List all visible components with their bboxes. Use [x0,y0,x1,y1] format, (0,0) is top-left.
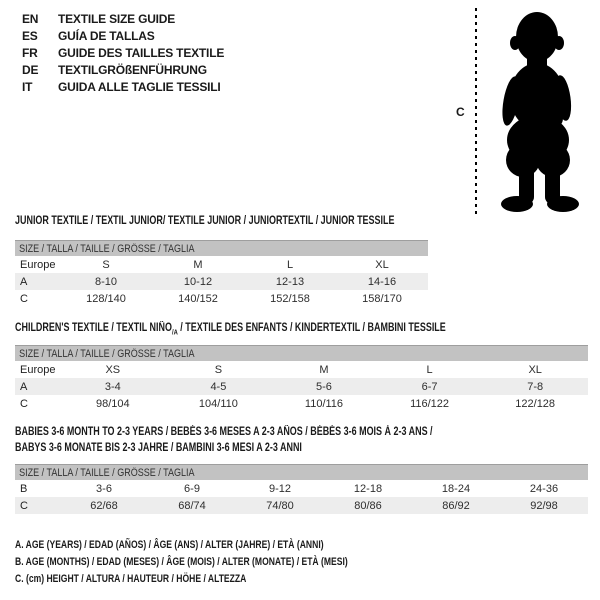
title-segment: BABYS 3-6 MONATE BIS 2-3 JAHRE / BAMBINI 3-6 MESI A 2-3 ANNI [15,442,302,454]
legend-text: B. AGE (MONTHS) / EDAD (MESES) / ÂGE (MOIS) / ALTER (MONATE) / ETÀ (MESI) [15,556,348,568]
section-title-line [15,320,567,336]
language-label: GUIDA ALLE TAGLIE TESSILI [58,80,221,94]
baby-silhouette-icon [487,8,587,213]
language-code: EN [22,12,39,26]
size-table-row [15,361,588,378]
language-row [22,62,224,79]
size-header-label: SIZE / TALLA / TAILLE / GRÖSSE / TAGLIA [19,242,195,255]
size-cell: L [286,258,294,271]
language-code: DE [22,63,39,77]
language-label: TEXTILE SIZE GUIDE [58,12,176,26]
language-code: ES [22,29,38,43]
measurement-legend [15,537,442,588]
language-row [22,11,224,28]
size-cell: 9-12 [268,482,292,495]
height-measure-line [475,8,477,214]
size-cell: 8-10 [94,275,118,288]
section-title-text [15,320,446,340]
size-cell: 4-5 [210,380,227,393]
title-segment: CHILDREN'S TEXTILE / TEXTIL NIÑO [15,322,172,334]
size-cell: S [214,363,223,376]
language-row [22,45,224,62]
size-cell: 6-7 [421,380,438,393]
section-title-text [15,213,394,229]
title-segment: / TEXTILE DES ENFANTS / KINDERTEXTIL / BAMBINI TESSILE [177,322,446,334]
section-title-children [15,320,567,336]
size-cell: 140/152 [178,292,218,305]
size-cell: 24-36 [529,482,559,495]
size-cell: 110/116 [304,397,344,410]
size-cell: 152/158 [270,292,310,305]
size-cell: M [193,258,203,271]
size-cell: 68/74 [178,499,206,512]
size-cell: 3-6 [96,482,112,495]
language-label: GUÍA DE TALLAS [58,29,155,43]
size-cell: 10-12 [183,275,213,288]
section-title-line [15,213,501,229]
size-table-row [15,497,588,514]
size-cell: 62/68 [90,499,118,512]
size-table-row [15,480,588,497]
legend-text: A. AGE (YEARS) / EDAD (AÑOS) / ÂGE (ANS) / ALTER (JAHRE) / ETÀ (ANNI) [15,539,324,551]
size-table-children [15,345,588,412]
size-table-row [15,256,428,273]
language-row [22,79,224,96]
section-title-line [15,424,550,440]
size-table-row [15,378,588,395]
size-cell: 74/80 [266,499,294,512]
size-table-row [15,395,588,412]
size-cell: 86/92 [442,499,470,512]
size-cell: XS [105,363,121,376]
size-table-row [15,273,428,290]
title-segment: BABIES 3-6 MONTH TO 2-3 YEARS / BEBÉS 3-6 MESES A 2-3 AÑOS / BÉBÉS 3-6 MOIS À 2-3 ANS / [15,426,433,438]
size-cell: 5-6 [316,380,332,393]
title-segment: /A [171,327,178,337]
size-cell: 6-9 [184,482,200,495]
row-label: C [20,499,28,512]
section-title-junior [15,213,501,229]
size-cell: 98/104 [95,397,130,410]
language-code: IT [22,80,33,94]
size-table-header-row [15,464,588,480]
section-title-text [15,424,433,440]
size-cell: 12-13 [275,275,305,288]
size-cell: 104/110 [198,397,238,410]
size-cell: M [319,363,329,376]
title-segment: JUNIOR TEXTILE / TEXTIL JUNIOR/ TEXTILE JUNIOR / JUNIORTEXTIL / JUNIOR TESSILE [15,215,395,227]
height-measure-label: C [456,105,465,119]
row-label: A [20,275,28,288]
size-cell: XL [375,258,389,271]
size-table-header-row [15,240,428,256]
size-table-row [15,290,428,307]
size-table-header-row [15,345,588,361]
row-label: Europe [20,363,56,376]
section-title-line [15,440,550,456]
size-cell: 12-18 [353,482,383,495]
size-cell: 122/128 [515,397,556,410]
size-header-label: SIZE / TALLA / TAILLE / GRÖSSE / TAGLIA [19,466,195,479]
size-cell: 7-8 [527,380,544,393]
row-label: B [20,482,28,495]
language-label: GUIDE DES TAILLES TEXTILE [58,46,225,60]
size-cell: L [426,363,433,376]
row-label: C [20,292,28,305]
legend-line [15,537,442,554]
section-title-babies [15,424,550,456]
size-cell: 80/86 [354,499,382,512]
language-list [22,11,224,96]
size-cell: XL [528,363,542,376]
legend-text: C. (cm) HEIGHT / ALTURA / HAUTEUR / HÖHE / ALTEZZA [15,573,247,585]
size-cell: 18-24 [441,482,471,495]
section-title-text [15,440,302,456]
row-label: C [20,397,28,410]
legend-line [15,571,442,588]
language-row [22,28,224,45]
language-code: FR [22,46,38,60]
size-cell: 128/140 [86,292,126,305]
size-table-babies [15,464,588,514]
legend-line [15,554,442,571]
size-cell: 158/170 [362,292,402,305]
size-cell: S [102,258,110,271]
size-cell: 14-16 [367,275,397,288]
size-header-label: SIZE / TALLA / TAILLE / GRÖSSE / TAGLIA [19,347,195,360]
row-label: A [20,380,28,393]
size-cell: 116/122 [410,397,450,410]
size-table-junior [15,240,428,307]
language-label: TEXTILGRÖßENFÜHRUNG [58,63,207,77]
size-cell: 3-4 [104,380,121,393]
size-cell: 92/98 [530,499,558,512]
row-label: Europe [20,258,56,271]
